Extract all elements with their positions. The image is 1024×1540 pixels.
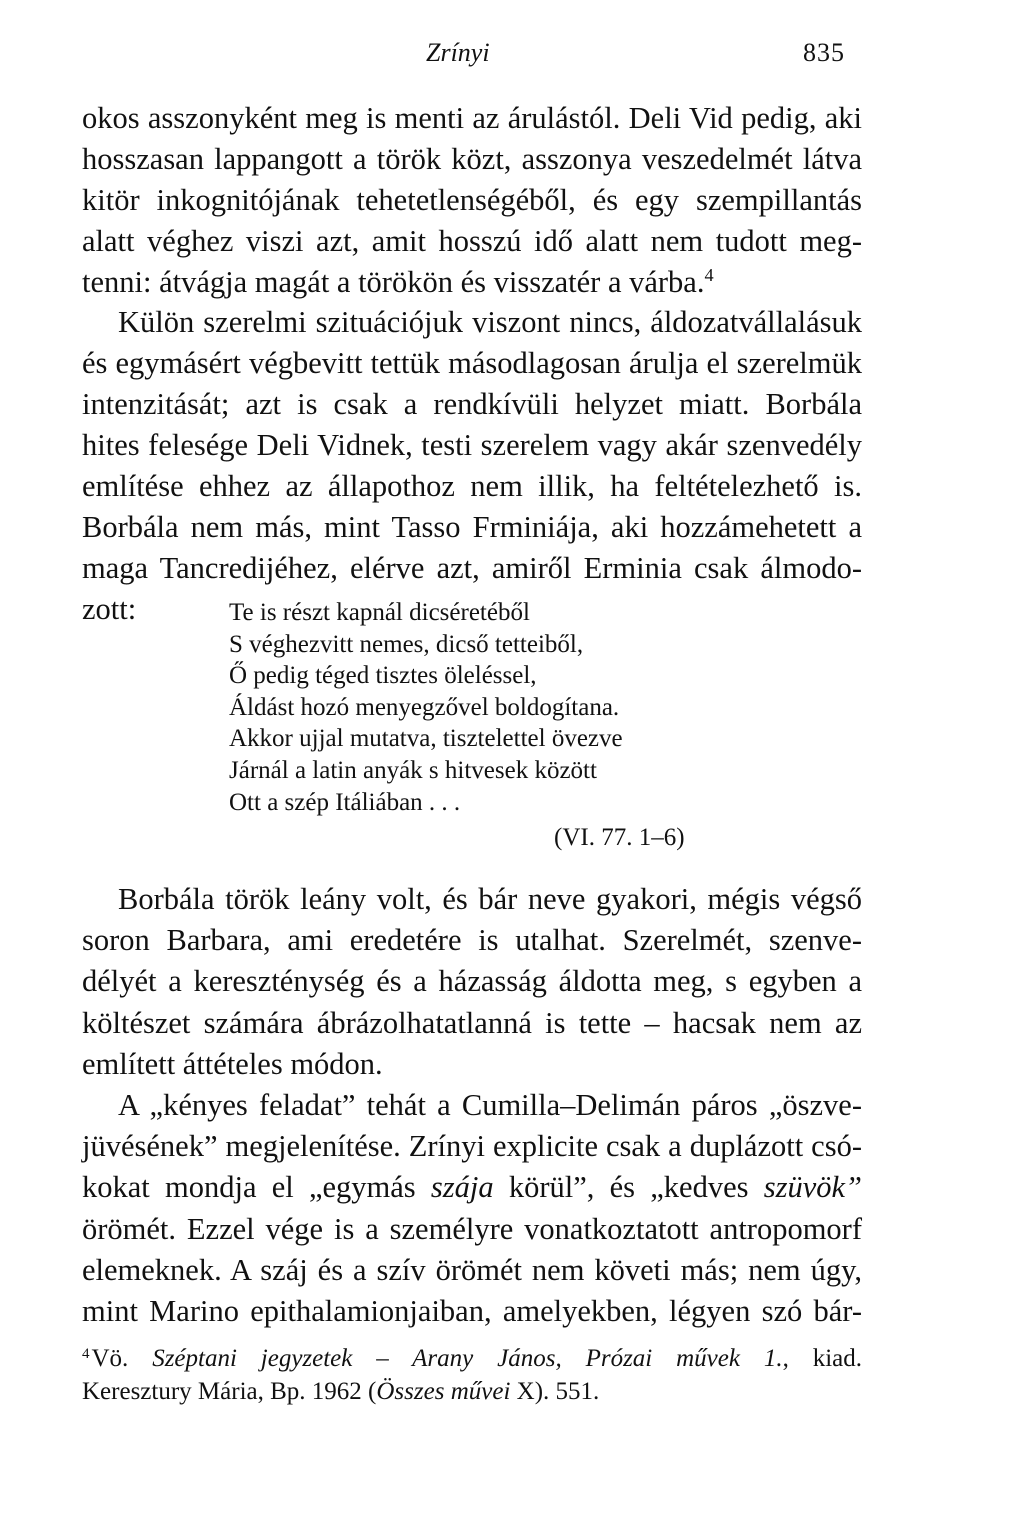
poem-citation: (VI. 77. 1–6) xyxy=(554,824,685,852)
footnote-marker: 4 xyxy=(82,1346,90,1362)
footnote-line: Keresztury Mária, Bp. 1962 (Összes művei X). 551. xyxy=(82,1378,600,1405)
quoted-poem xyxy=(229,597,749,854)
page-header xyxy=(0,28,1024,68)
text-line: maga Tancredijéhez, elérve azt, amiről Erminia csak álmodo- xyxy=(82,550,862,585)
text-line: mint Marino epithalamionjaiban, amelyekben, légyen szó bár- xyxy=(82,1293,862,1328)
text-line: jüvésének” megjelenítése. Zrínyi explicite csak a duplázott csó- xyxy=(82,1129,862,1164)
poem-line: S véghezvitt nemes, dicső tetteiből, xyxy=(229,630,584,658)
text-line: örömét. Ezzel vége is a személyre vonatkoztatott antropomorf xyxy=(82,1211,862,1246)
text-line: intenzitását; azt is csak a rendkívüli helyzet miatt. Borbála xyxy=(82,387,862,422)
poem-line: Te is részt kapnál dicséretéből xyxy=(229,599,530,626)
text-line: említése ehhez az állapothoz nem illik, ha feltételezhető is. xyxy=(82,469,862,504)
text-line: délyét a kereszténység és a házasság áldotta meg, s egyben a xyxy=(82,964,862,999)
text-line: okos asszonyként meg is menti az árulástól. Deli Vid pedig, aki xyxy=(82,101,862,135)
text-line: Borbála nem más, mint Tasso Frminiája, aki hozzámehetett a xyxy=(82,509,862,544)
text-line: alatt véghez viszi azt, amit hosszú idő alatt nem tudott meg- xyxy=(82,223,862,258)
text-line: soron Barbara, ami eredetére is utalhat. Szerelmét, szenve- xyxy=(82,923,862,958)
poem-line: Ő pedig téged tisztes öleléssel, xyxy=(229,662,537,690)
text-line: említett áttételes módon. xyxy=(82,1046,383,1081)
text-line: tenni: átvágja magát a törökön és visszatér a várba.$^4$ xyxy=(82,264,714,299)
footnote-reference[interactable]: 4 xyxy=(704,264,714,285)
poem-line: Járnál a latin anyák s hitvesek között xyxy=(229,756,597,784)
poem-line: Áldást hozó menyegzővel boldogítana. xyxy=(229,693,620,721)
text-line: Borbála török leány volt, és bár neve gyakori, mégis végső xyxy=(118,882,862,916)
text-line: hosszasan lappangott a török közt, asszonya veszedelmét látva xyxy=(82,141,862,176)
page-number: 835 xyxy=(803,38,845,67)
body-text-lower xyxy=(82,879,862,1332)
text-line: zott: xyxy=(82,591,137,626)
body-text-upper xyxy=(82,98,862,630)
text-line: hites felesége Deli Vidnek, testi szerelem vagy akár szenvedély xyxy=(82,428,862,463)
poem-line: Akkor ujjal mutatva, tisztelettel övezve xyxy=(229,725,623,753)
text-line: elemeknek. A száj és a szív örömét nem követi más; nem úgy, xyxy=(82,1252,862,1287)
text-line: Külön szerelmi szituációjuk viszont nincs, áldozatvállalásuk xyxy=(118,305,862,340)
footnote-line: $^4$Vö. Széptani jegyzetek – Arany János, Prózai művek 1., kiad. xyxy=(82,1345,863,1372)
text-line: kitör inkognitójának tehetetlenségéből, és egy szempillantás xyxy=(82,182,862,217)
running-title: Zrínyi xyxy=(426,38,490,67)
text-line: A „kényes feladat” tehát a Cumilla–Delimán páros „öszve- xyxy=(118,1087,862,1122)
text-line: és egymásért végbevitt tettük másodlagosan árulja el szerelmük xyxy=(82,346,862,381)
poem-line: Ott a szép Itáliában . . . xyxy=(229,788,461,816)
text-line: költészet számára ábrázolhatatlanná is tette – hacsak nem az xyxy=(82,1005,862,1040)
footnote xyxy=(82,1338,862,1408)
text-line: kokat mondja el „egymás szája körül”, és „kedves szüvök” xyxy=(82,1170,862,1205)
